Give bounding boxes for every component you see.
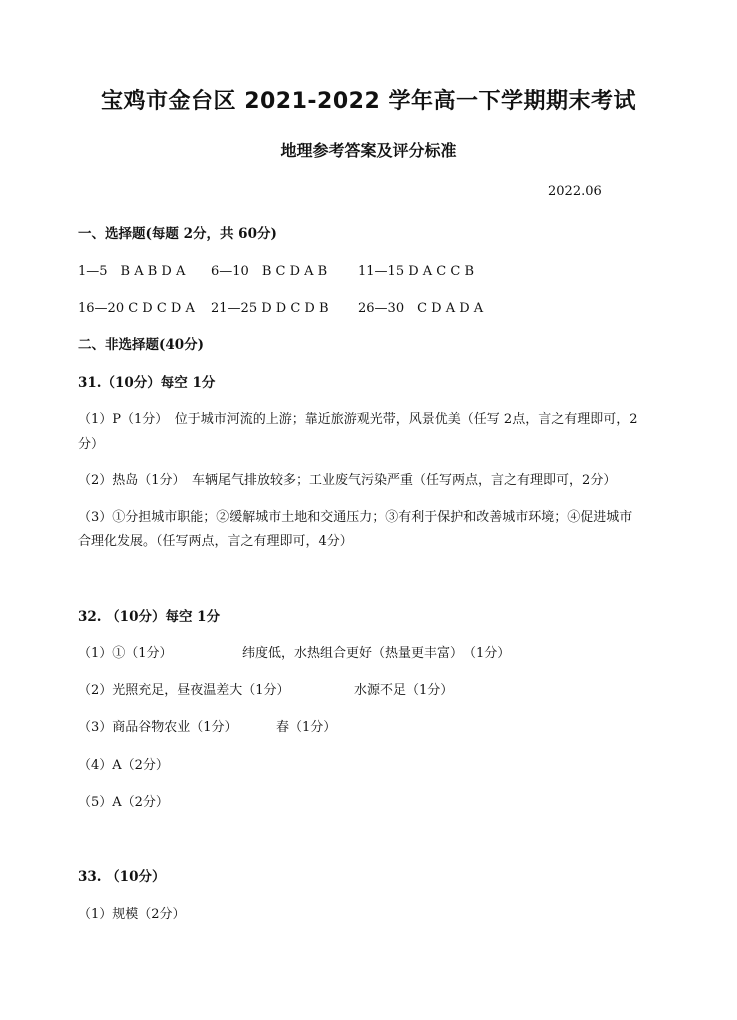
mc-answers-row-1 [78,260,474,279]
mc-group-26-30: 26—30 C D A D A [358,301,484,316]
q31-answer-1-line-1: （1）P（1分） 位于城市河流的上游；靠近旅游观光带，风景优美（任写 2点，言之有理即可，2 [78,412,638,427]
q31-answer-3-line-1: （3）①分担城市职能；②缓解城市土地和交通压力；③有利于保护和改善城市环境；④促进城市 [78,510,633,525]
q32-answer-2-right: 水源不足（1分） [354,683,454,698]
q32-answer-4: （4）A（2分） [78,758,169,773]
q32-answer-5: （5）A（2分） [78,795,169,810]
q33-answer-1: （1）规模（2分） [78,907,186,922]
section2-heading: 二、非选择题(40分) [78,337,205,353]
mc-group-11-15: 11—15 D A C C B [358,264,475,279]
q31-answer-3-line-2: 合理化发展。（任写两点，言之有理即可，4分） [78,534,353,549]
q31-answer-2: （2）热岛（1分） 车辆尾气排放较多；工业废气污染严重（任写两点，言之有理即可，2分） [78,473,617,488]
section1-heading: 一、选择题(每题 2分，共 60分) [78,226,277,242]
exam-date: 2022.06 [548,184,602,199]
mc-group-16-20: 16—20 C D C D A [78,301,195,316]
page-subtitle: 地理参考答案及评分标准 [280,141,457,160]
mc-group-6-10: 6—10 B C D A B [211,264,328,279]
q31-answer-1-line-2: 分） [78,437,105,452]
mc-group-1-5: 1—5 B A B D A [78,264,186,279]
q32-answer-3-right: 春（1分） [276,720,337,735]
q31-heading: 31.（10分）每空 1分 [78,375,216,391]
q32-answer-2-left: （2）光照充足，昼夜温差大（1分） [78,683,290,698]
q33-heading: 33. （10分） [78,869,166,885]
page-title: 宝鸡市金台区 2021-2022 学年高一下学期期末考试 [101,89,636,114]
mc-group-21-25: 21—25 D D C D B [211,301,329,316]
q32-answer-3-left: （3）商品谷物农业（1分） [78,720,238,735]
q32-answer-1-right: 纬度低，水热组合更好（热量更丰富） （1分） [242,646,511,661]
mc-answers-row-2 [78,297,483,316]
q32-heading: 32. （10分）每空 1分 [78,609,221,625]
q32-answer-1-left: （1）①（1分） [78,646,173,661]
